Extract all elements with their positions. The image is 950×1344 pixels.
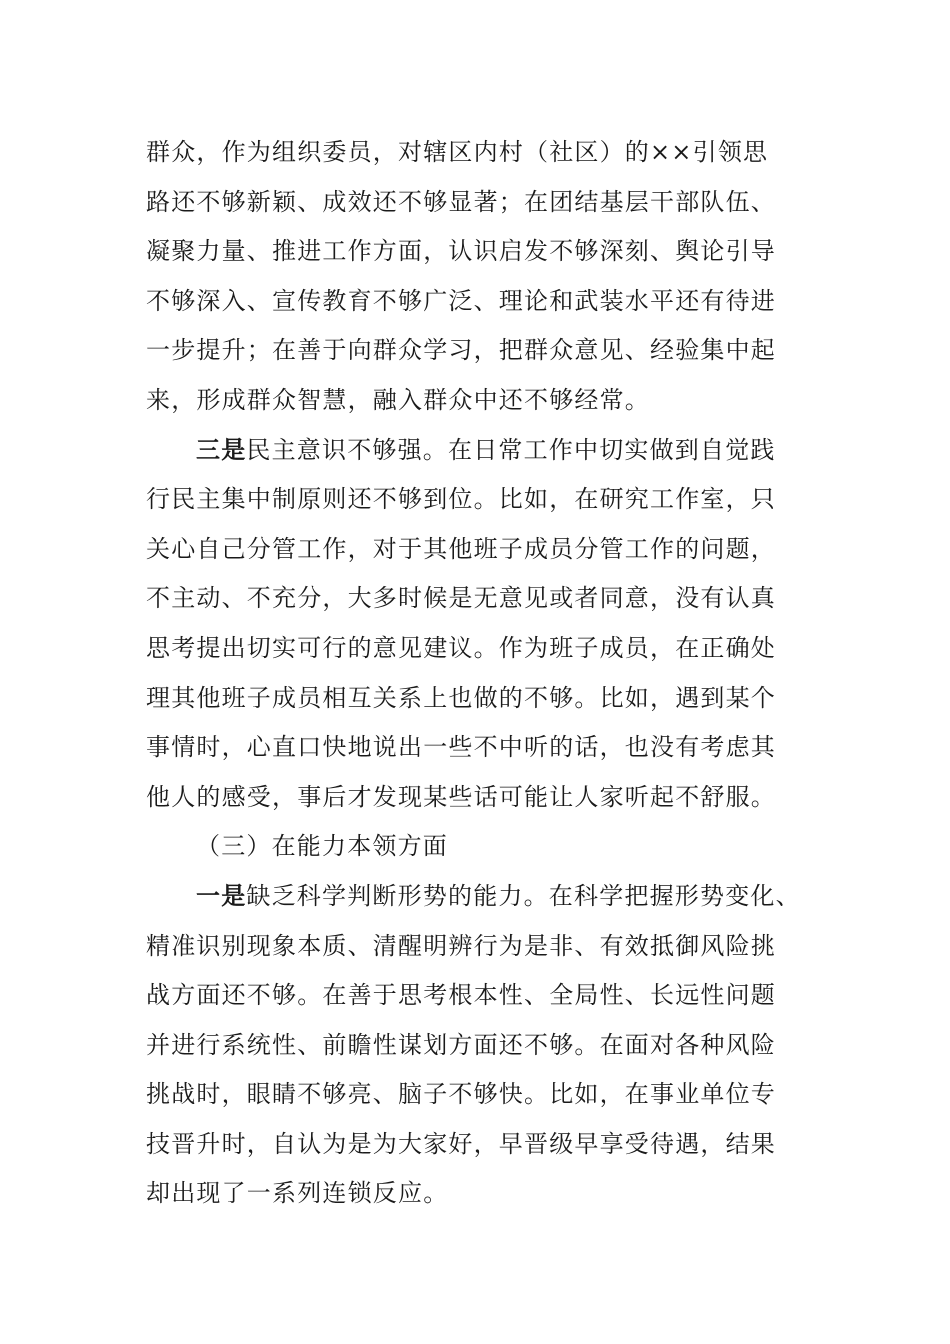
paragraph-lead: 一是 — [196, 881, 247, 910]
text-line-first — [146, 426, 806, 476]
text-line: 技晋升时，自认为是为大家好，早晋级早享受待遇，结果 — [146, 1129, 776, 1158]
text-line: 不够深入、宣传教育不够广泛、理论和武装水平还有待进 — [146, 286, 776, 315]
text-line: 并进行系统性、前瞻性谋划方面还不够。在面对各种风险 — [146, 1030, 776, 1059]
text-line: 凝聚力量、推进工作方面，认识启发不够深刻、舆论引导 — [146, 237, 776, 266]
text-line: 事情时，心直口快地说出一些不中听的话，也没有考虑其 — [146, 733, 776, 762]
document-body — [146, 128, 806, 1219]
text-line-first — [146, 872, 806, 922]
paragraph-lead: 三是 — [196, 435, 247, 464]
text-line: 路还不够新颖、成效还不够显著；在团结基层干部队伍、 — [146, 187, 776, 216]
text-line: 行民主集中制原则还不够到位。比如，在研究工作室，只 — [146, 485, 776, 514]
paragraph-text: 民主意识不够强。在日常工作中切实做到自觉践 — [246, 435, 776, 464]
text-line: 却出现了一系列连锁反应。 — [146, 1179, 449, 1208]
text-line: 来，形成群众智慧，融入群众中还不够经常。 — [146, 385, 650, 414]
paragraph-1 — [146, 128, 806, 426]
text-line: 精准识别现象本质、清醒明辨行为是非、有效抵御风险挑 — [146, 931, 776, 960]
text-line: 战方面还不够。在善于思考根本性、全局性、长远性问题 — [146, 981, 776, 1010]
text-line: 思考提出切实可行的意见建议。作为班子成员，在正确处 — [146, 633, 776, 662]
text-line: 理其他班子成员相互关系上也做的不够。比如，遇到某个 — [146, 683, 776, 712]
text-line: 他人的感受，事后才发现某些话可能让人家听起不舒服。 — [146, 782, 776, 811]
text-line: 群众，作为组织委员，对辖区内村（社区）的××引领思 — [146, 138, 769, 166]
paragraph-2 — [146, 426, 806, 823]
section-heading: （三）在能力本领方面 — [196, 832, 448, 861]
text-line: 一步提升；在善于向群众学习，把群众意见、经验集中起 — [146, 336, 776, 365]
text-line: 关心自己分管工作，对于其他班子成员分管工作的问题， — [146, 534, 776, 563]
paragraph-3 — [146, 872, 806, 1219]
paragraph-text: 缺乏科学判断形势的能力。在科学把握形势变化、 — [246, 881, 801, 910]
text-line: 不主动、不充分，大多时候是无意见或者同意，没有认真 — [146, 584, 776, 613]
text-line: 挑战时，眼睛不够亮、脑子不够快。比如，在事业单位专 — [146, 1080, 776, 1109]
